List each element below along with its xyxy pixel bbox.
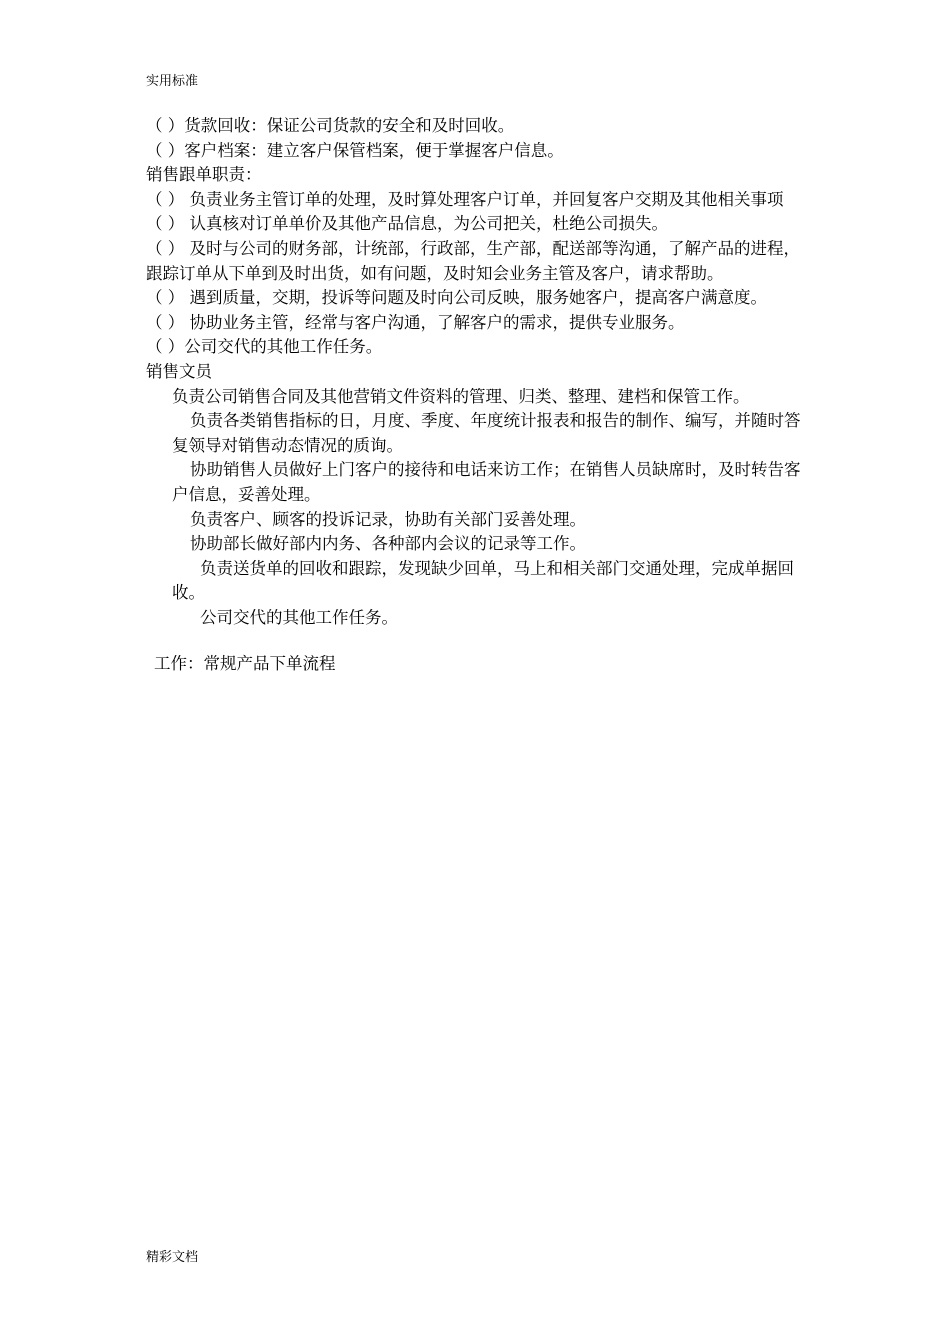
- paragraph-assist-supervisor: （ ） 协助业务主管，经常与客户沟通，了解客户的需求，提供专业服务。: [146, 312, 685, 332]
- paragraph-delivery-notes: 负责送货单的回收和跟踪，发现缺少回单，马上和相关部门交通处理，完成单据回收。: [172, 558, 794, 603]
- paragraph-complaints: 负责客户、顾客的投诉记录，协助有关部门妥善处理。: [190, 509, 586, 529]
- heading-order-process: 工作：常规产品下单流程: [154, 654, 336, 674]
- paragraph-meeting-records: 协助部长做好部内内务、各种部内会议的记录等工作。: [190, 534, 586, 554]
- paragraph-quality-issues: （ ） 遇到质量，交期，投诉等问题及时向公司反映，服务她客户，提高客户满意度。: [146, 288, 767, 308]
- spacer: [146, 630, 810, 652]
- paragraph-department-communication: （ ） 及时与公司的财务部，计统部，行政部，生产部，配送部等沟通，了解产品的进程，跟踪订单从下单到及时出货，如有问题，及时知会业务主管及客户，请求帮助。: [146, 238, 800, 283]
- paragraph-other-clerk-tasks: 公司交代的其他工作任务。: [200, 607, 398, 627]
- document-body: [146, 114, 810, 677]
- paragraph-contract-management: 负责公司销售合同及其他营销文件资料的管理、归类、整理、建档和保管工作。: [172, 386, 750, 406]
- paragraph-other-tasks: （ ）公司交代的其他工作任务。: [146, 337, 383, 357]
- heading-sales-followup: 销售跟单职责：: [146, 165, 262, 185]
- paragraph-customer-records: （ ）客户档案：建立客户保管档案，便于掌握客户信息。: [146, 140, 564, 160]
- paragraph-order-handling: （ ） 负责业务主管订单的处理，及时算处理客户订单，并回复客户交期及其他相关事项: [146, 189, 784, 209]
- paragraph-reception: 协助销售人员做好上门客户的接待和电话来访工作；在销售人员缺席时，及时转告客户信息，妥善处理。: [172, 460, 801, 504]
- page-header: 实用标准: [146, 74, 199, 89]
- paragraph-price-check: （ ） 认真核对订单单价及其他产品信息，为公司把关，杜绝公司损失。: [146, 214, 668, 234]
- paragraph-payment-collection: （ ）货款回收：保证公司货款的安全和及时回收。: [146, 116, 515, 135]
- page-footer: 精彩文档: [146, 1250, 199, 1265]
- heading-sales-clerk: 销售文员: [146, 361, 212, 381]
- paragraph-sales-reports: 负责各类销售指标的日，月度、季度、年度统计报表和报告的制作、编写，并随时答复领导对销售动态情况的质询。: [172, 411, 801, 455]
